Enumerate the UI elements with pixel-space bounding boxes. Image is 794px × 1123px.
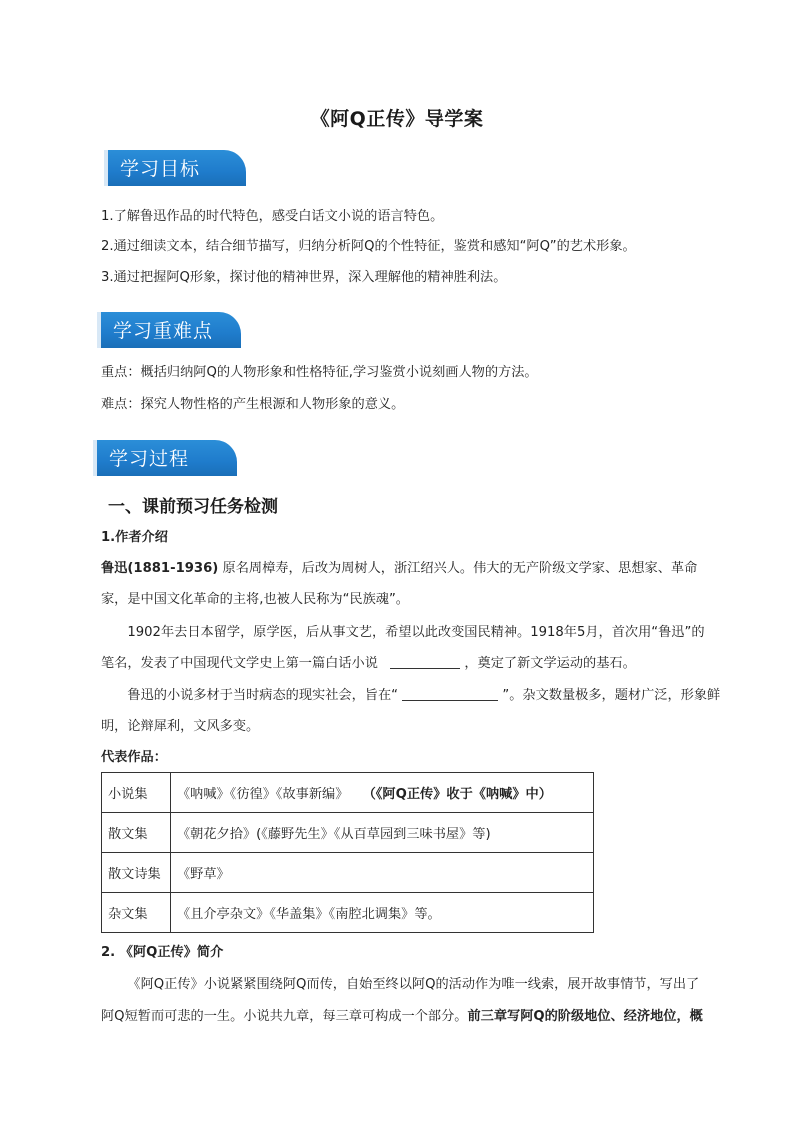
works-titles: 《朝花夕拾》(《藤野先生》《从百草园到三味书屋》等)	[171, 813, 594, 853]
author-paragraph-line: 家，是中国文化革命的主将,也被人民称为“民族魂”。	[101, 592, 409, 607]
difficult-point: 难点：探究人物性格的产生根源和人物形象的意义。	[101, 397, 405, 412]
author-section-title: 1.作者介绍	[101, 530, 168, 545]
goal-item: 3.通过把握阿Q形象，探讨他的精神世界，深入理解他的精神胜利法。	[101, 270, 507, 285]
works-titles: 《且介亭杂文》《华盖集》《南腔北调集》等。	[171, 893, 594, 933]
works-type: 杂文集	[102, 893, 171, 933]
author-paragraph-line	[101, 559, 721, 579]
paragraph-line	[101, 654, 721, 674]
section-banner-goals: 学习目标	[108, 150, 246, 186]
paragraph-text: 笔名，发表了中国现代文学史上第一篇白话小说	[101, 656, 378, 671]
works-type: 散文集	[102, 813, 171, 853]
fill-blank[interactable]	[402, 686, 498, 701]
works-type: 散文诗集	[102, 853, 171, 893]
part-heading: 一、课前预习任务检测	[108, 497, 278, 517]
paragraph-line	[101, 1007, 721, 1027]
fill-blank[interactable]	[390, 654, 460, 669]
section-banner-process: 学习过程	[97, 440, 237, 476]
section-banner-keypoints: 学习重难点	[101, 312, 241, 348]
paragraph-text: 鲁迅的小说多材于当时病态的现实社会，旨在“	[127, 688, 398, 703]
paragraph-line: 《阿Q正传》小说紧紧围绕阿Q而传，自始至终以阿Q的活动作为唯一线索，展开故事情节，写出了	[127, 977, 700, 992]
works-note: （《阿Q正传》收于《呐喊》中）	[362, 787, 552, 802]
paragraph-line: 1902年去日本留学，原学医，后从事文艺，希望以此改变国民精神。1918年5月，首次用“鲁迅”的	[127, 625, 705, 640]
page-title: 《阿Q正传》导学案	[310, 108, 484, 130]
works-table	[101, 772, 594, 933]
works-label: 代表作品：	[101, 750, 167, 765]
key-point: 重点：概括归纳阿Q的人物形象和性格特征,学习鉴赏小说刻画人物的方法。	[101, 365, 538, 380]
works-titles	[171, 773, 594, 813]
paragraph-text-bold: 前三章写阿Q的阶级地位、经济地位，概	[467, 1009, 703, 1024]
paragraph-text: ，奠定了新文学运动的基石。	[464, 656, 636, 671]
paragraph-text: 阿Q短暂而可悲的一生。小说共九章，每三章可构成一个部分。	[101, 1009, 468, 1024]
goal-item: 1.了解鲁迅作品的时代特色，感受白话文小说的语言特色。	[101, 209, 444, 224]
goal-item: 2.通过细读文本，结合细节描写，归纳分析阿Q的个性特征，鉴赏和感知“阿Q”的艺术形象。	[101, 239, 636, 254]
author-name: 鲁迅(1881-1936)	[101, 561, 219, 576]
table-row	[102, 893, 594, 933]
table-row	[102, 773, 594, 813]
works-titles: 《野草》	[171, 853, 594, 893]
works-titles-text: 《呐喊》《彷徨》《故事新编》	[177, 787, 349, 802]
table-row	[102, 853, 594, 893]
author-text: 原名周樟寿，后改为周树人，浙江绍兴人。伟大的无产阶级文学家、思想家、革命	[222, 561, 698, 576]
works-type: 小说集	[102, 773, 171, 813]
paragraph-line: 明，论辩犀利，文风多变。	[101, 719, 260, 734]
intro-section-title: 2. 《阿Q正传》简介	[101, 945, 224, 960]
paragraph-text: ”。杂文数量极多，题材广泛，形象鲜	[502, 688, 721, 703]
table-row	[102, 813, 594, 853]
paragraph-line	[101, 686, 721, 706]
